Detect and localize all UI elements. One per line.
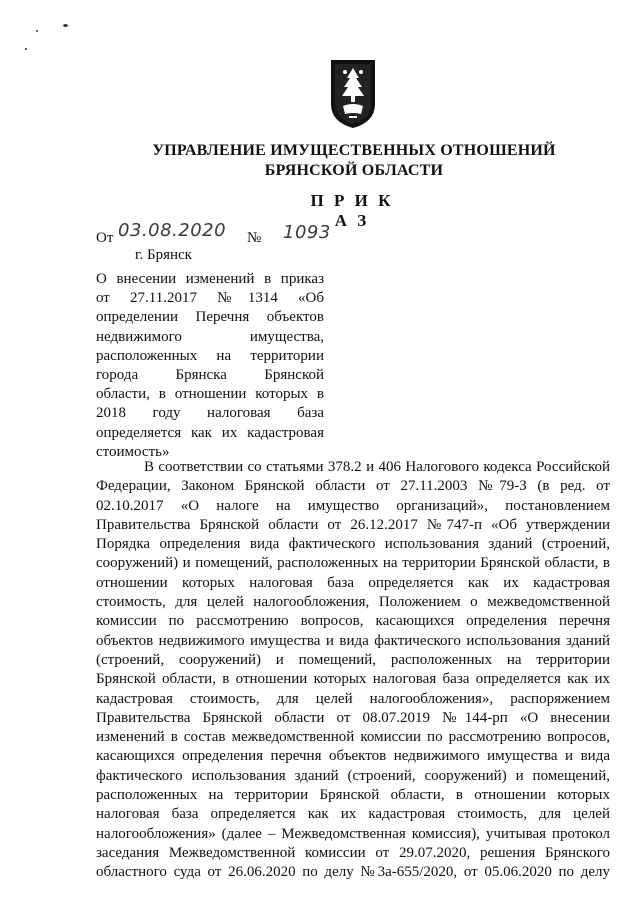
organization-title: УПРАВЛЕНИЕ ИМУЩЕСТВЕННЫХ ОТНОШЕНИЙ bbox=[152, 142, 556, 159]
date-value: 03.08.2020 bbox=[118, 220, 227, 241]
subject-line: определении Перечня объектов bbox=[96, 309, 324, 326]
body-line: Брянской области, в отношении которых налоговая база определяется как их bbox=[96, 671, 610, 688]
subject-line: стоимость» bbox=[96, 443, 170, 460]
body-line: отношении которых налоговая база определяется как их кадастровая bbox=[96, 574, 610, 591]
subject-line: недвижимого имущества, bbox=[96, 328, 324, 345]
body-line: сооружений) и помещений, расположенных на территории Брянской области, в bbox=[96, 555, 610, 572]
document-type: П Р И К А З bbox=[310, 191, 394, 230]
number-label: № bbox=[247, 230, 262, 246]
subject-line: области, в отношении которых в bbox=[96, 386, 324, 403]
body-line: Федерации, Законом Брянской области от 27.11.2003 №79-З (в ред. от bbox=[96, 478, 610, 495]
body-line: В соответствии со статьями 378.2 и 406 Налогового кодекса Российской bbox=[144, 459, 610, 475]
body-line: налоговая база определяется как их кадастровая стоимость, для целей bbox=[96, 806, 610, 823]
subject-line: О внесении изменений в приказ bbox=[96, 271, 324, 287]
body-line: стоимость, для целей налогообложения, Положением о межведомственной bbox=[96, 594, 610, 611]
body-line: заседания Межведомственной комиссии от 29.07.2020, решения Брянского bbox=[96, 844, 610, 861]
body-line: изменений в состав межведомственной комиссии по рассмотрению вопросов, bbox=[96, 729, 610, 746]
subject-line: определяется как их кадастровая bbox=[96, 424, 324, 441]
body-line: Порядка определения вида фактического использования зданий (строений, bbox=[96, 536, 610, 553]
city-name: г. Брянск bbox=[135, 247, 192, 263]
body-line: комиссии по рассмотрению вопросов, касающихся определения перечня bbox=[96, 613, 610, 630]
subject-line: от 27.11.2017 №1314 «Об bbox=[96, 290, 324, 307]
body-line: налогообложения» (далее – Межведомственная комиссия), учитывая протокол bbox=[96, 825, 610, 842]
subject-line: 2018 году налоговая база bbox=[96, 405, 324, 422]
body-line: Правительства Брянской области от 08.07.2019 №144-рп «О внесении bbox=[96, 709, 610, 726]
body-line: расположенных на территории Брянской области, в отношении которых bbox=[96, 787, 610, 804]
body-line: объектов недвижимого имущества и вида фактического использования зданий bbox=[96, 632, 610, 649]
organization-region: БРЯНСКОЙ ОБЛАСТИ bbox=[264, 162, 444, 179]
body-paragraph bbox=[96, 458, 610, 883]
body-line: 02.10.2017 «О налоге на имущество организаций», постановлением bbox=[96, 497, 610, 514]
coat-of-arms-icon bbox=[329, 58, 377, 130]
body-line: фактического использования зданий (строений, сооружений) и помещений, bbox=[96, 767, 610, 784]
number-value: 1093 bbox=[283, 222, 331, 243]
subject-line: города Брянска Брянской bbox=[96, 367, 324, 384]
body-line: областного суда от 26.06.2020 по делу №3а-655/2020, от 05.06.2020 по делу bbox=[96, 864, 610, 881]
body-line: Правительства Брянской области от 26.12.2017 №747-п «Об утверждении bbox=[96, 516, 610, 533]
body-line: кадастровая стоимость, для целей налогообложения», распоряжением bbox=[96, 690, 610, 707]
body-line: касающихся определения перечня объектов недвижимого имущества и вида bbox=[96, 748, 610, 765]
body-line: (строений, сооружений) и помещений, расположенных на территории bbox=[96, 651, 610, 668]
scan-speck bbox=[36, 30, 38, 32]
subject-line: расположенных на территории bbox=[96, 347, 324, 364]
date-label: От bbox=[96, 230, 114, 246]
scan-speck bbox=[63, 24, 68, 27]
subject-block bbox=[96, 270, 324, 462]
scan-speck bbox=[25, 48, 27, 50]
